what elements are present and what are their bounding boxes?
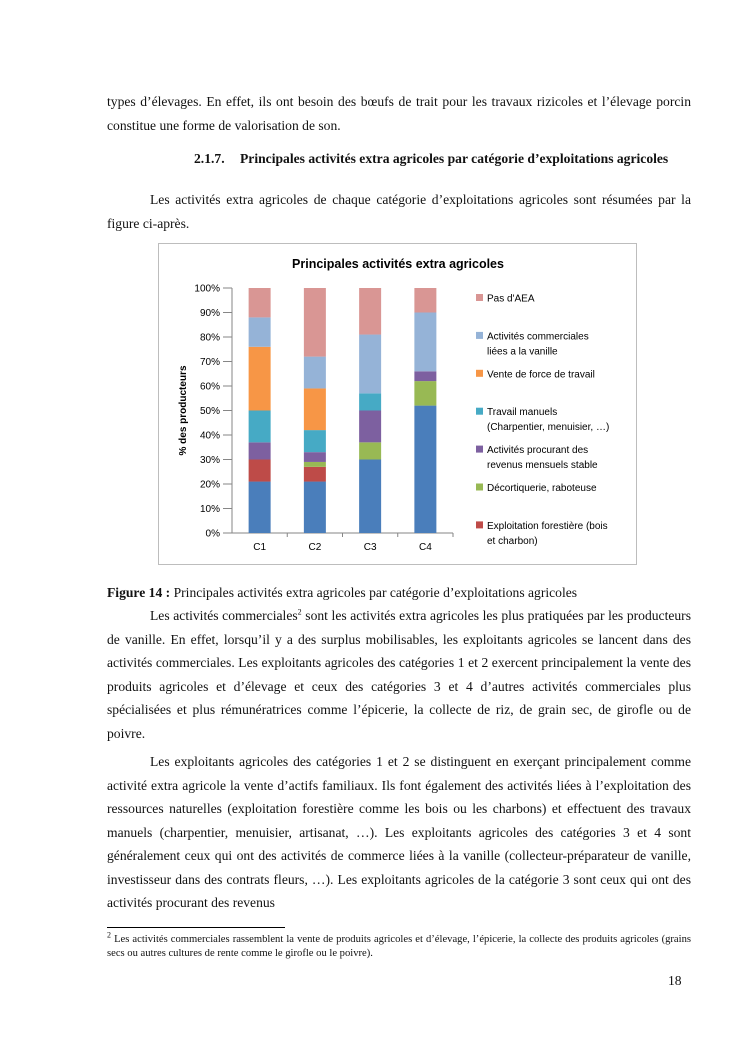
figure-caption-text: Principales activités extra agricoles par catégorie d’exploitations agricoles <box>170 585 578 600</box>
legend-label: revenus mensuels stable <box>487 460 598 472</box>
y-tick-label: 20% <box>199 479 220 491</box>
footnote-text: Les activités commerciales rassemblent la vente de produits agricoles et d’élevage, l’épicerie, la collecte des produits agricoles (grains secs ou autres cultures de rente comme le girofle ou le poivre). <box>107 934 691 959</box>
y-axis-label: % des producteurs <box>178 365 189 456</box>
bar-segment-c1-0 <box>249 482 271 533</box>
paragraph-lead <box>107 188 691 235</box>
bar-segment-c4-6 <box>414 313 436 372</box>
footnote-divider <box>107 927 285 928</box>
bar-segment-c3-7 <box>359 288 381 335</box>
bar-segment-c3-2 <box>359 442 381 459</box>
legend-swatch <box>476 370 483 377</box>
legend-label: liées a la vanille <box>487 346 558 358</box>
paragraph-categories-text: Les exploitants agricoles des catégories 1 et 2 se distinguent en exerçant principalement comme activité extra agricole la vente d’actifs familiaux. Ils font également des activités liées à l’exploitation des ressources naturelles (exploitation forestière comme les bois ou les charbons) et effectuent des travaux manuels (charpentier, menuisier, artisanat, …). Les exploitants agricoles des catégories 3 et 4 sont généralement ceux qui ont des activités de commerce liées à la vanille (collecteur-préparateur de vanille, investisseur dans des contrats fleurs, …). Les exploitants agricoles de la catégorie 3 sont ceux qui ont des activités procurant des revenus <box>107 754 691 910</box>
y-tick-label: 70% <box>199 357 220 368</box>
x-tick-label: C1 <box>253 542 267 553</box>
paragraph-categories <box>107 750 691 915</box>
y-tick-label: 60% <box>199 381 220 393</box>
figure-caption <box>107 583 691 603</box>
bar-segment-c4-2 <box>414 381 436 406</box>
stacked-bar-chart <box>159 244 636 564</box>
paragraph-intro: types d’élevages. En effet, ils ont besoin des bœufs de trait pour les travaux rizicoles et l’élevage porcin constitue une forme de valorisation de son. <box>107 94 691 133</box>
legend-label: Activités commerciales <box>487 331 589 343</box>
bar-segment-c3-4 <box>359 393 381 410</box>
section-title: Principales activités extra agricoles par catégorie d’exploitations agricoles <box>240 151 669 166</box>
bar-segment-c2-1 <box>304 467 326 482</box>
paragraph-commercial-rest: sont les activités extra agricoles les plus pratiquées par les producteurs de vanille. En effet, lorsqu’il y a des surplus mobilisables, les exploitants agricoles se lancent dans des activités commerciales. Les exploitants agricoles des catégories 1 et 2 exercent principalement la vente des produits agricoles et d’élevage et ceux des catégories 3 et 4 d’autres activités commerciales plus spécialisées et plus rémunératrices comme l’épicerie, la collecte de riz, de grain sec, de girofle ou de poivre. <box>107 608 691 741</box>
bar-segment-c2-7 <box>304 288 326 357</box>
y-tick-label: 90% <box>199 308 220 319</box>
bar-segment-c4-7 <box>414 288 436 313</box>
bar-segment-c2-5 <box>304 388 326 430</box>
bar-segment-c3-0 <box>359 460 381 534</box>
footnote-ref[interactable]: 2 <box>297 607 302 617</box>
y-tick-label: 0% <box>205 528 220 540</box>
page-number: 18 <box>668 973 682 988</box>
paragraph-lead-text: Les activités extra agricoles de chaque catégorie d’exploitations agricoles sont résumées par la figure ci-après. <box>107 192 691 231</box>
bar-segment-c2-6 <box>304 357 326 389</box>
section-heading <box>194 150 691 168</box>
legend-swatch <box>476 484 483 491</box>
figure-label: Figure 14 : <box>107 585 171 600</box>
footnote-number: 2 <box>107 930 111 940</box>
bar-segment-c1-6 <box>249 317 271 346</box>
legend-swatch <box>476 332 483 339</box>
y-tick-label: 30% <box>199 455 220 466</box>
chart-figure <box>158 243 637 565</box>
bar-segment-c4-0 <box>414 406 436 533</box>
legend-label: (Charpentier, menuisier, …) <box>487 422 610 434</box>
chart-title: Principales activités extra agricoles <box>292 257 504 271</box>
x-tick-label: C4 <box>418 542 432 553</box>
legend-swatch <box>476 446 483 453</box>
bar-segment-c2-0 <box>304 482 326 533</box>
section-number: 2.1.7. <box>194 151 225 166</box>
y-tick-label: 80% <box>199 332 220 344</box>
y-tick-label: 50% <box>199 406 220 417</box>
bar-segment-c3-6 <box>359 335 381 394</box>
legend-swatch <box>476 408 483 415</box>
bar-segment-c1-4 <box>249 411 271 443</box>
legend-label: et charbon) <box>487 535 538 547</box>
legend-label: Vente de force de travail <box>487 369 595 381</box>
bar-segment-c1-1 <box>249 460 271 482</box>
y-tick-label: 40% <box>199 430 220 442</box>
footnote <box>107 930 691 961</box>
y-tick-label: 10% <box>199 504 220 515</box>
bar-segment-c3-3 <box>359 411 381 443</box>
y-tick-label: 100% <box>194 283 220 295</box>
bar-segment-c2-2 <box>304 462 326 467</box>
x-tick-label: C3 <box>363 542 377 553</box>
legend-label: Pas d'AEA <box>487 293 535 305</box>
legend-label: Exploitation forestière (bois <box>487 520 608 532</box>
legend-swatch <box>476 521 483 528</box>
paragraph-commercial <box>107 604 691 745</box>
bar-segment-c2-3 <box>304 452 326 462</box>
bar-segment-c1-3 <box>249 442 271 459</box>
legend-swatch <box>476 294 483 301</box>
bar-segment-c1-7 <box>249 288 271 317</box>
legend-label: Travail manuels <box>487 407 558 419</box>
legend-label: Décortiquerie, raboteuse <box>487 483 597 494</box>
bar-segment-c1-5 <box>249 347 271 411</box>
bar-segment-c2-4 <box>304 430 326 452</box>
paragraph-commercial-start: Les activités commerciales <box>150 608 298 623</box>
x-tick-label: C2 <box>308 542 322 553</box>
legend-label: Activités procurant des <box>487 445 589 457</box>
bar-segment-c4-3 <box>414 371 436 381</box>
